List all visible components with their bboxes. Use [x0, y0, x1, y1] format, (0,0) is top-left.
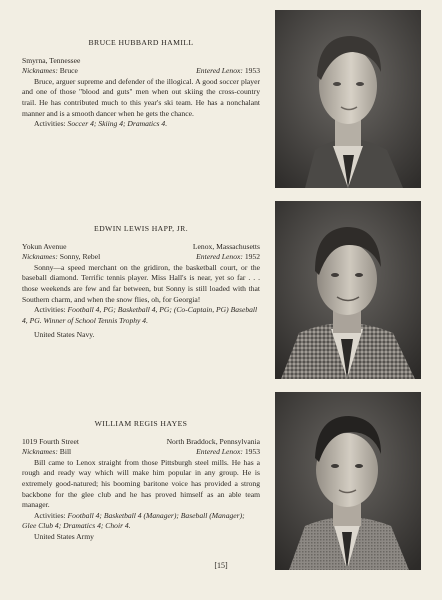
- hometown: Lenox, Massachusetts: [192, 241, 260, 251]
- activities-label: Activities:: [34, 305, 66, 315]
- activities-label: Activities:: [34, 510, 66, 520]
- activities-list: Football 4; Basketball 4 (Manager); Baseball (Manager); Glee Club 4; Dramatics 4; Choir 4.: [22, 510, 245, 531]
- nickname-row: [22, 66, 260, 77]
- nicknames: Bill: [59, 447, 72, 457]
- activities: [22, 511, 260, 532]
- portrait-image: [275, 10, 421, 188]
- student-name: BRUCE HUBBARD HAMILL: [88, 38, 194, 47]
- student-entry: [22, 419, 260, 543]
- nicknames: Sonny, Rebel: [59, 252, 101, 262]
- address: Smyrna, Tennessee: [22, 55, 81, 65]
- student-name: WILLIAM REGIS HAYES: [94, 419, 188, 428]
- activities: [22, 305, 260, 326]
- nickname-row: [22, 252, 260, 263]
- portrait-image: [275, 201, 421, 379]
- activities-list: Soccer 4; Skiing 4; Dramatics 4.: [67, 119, 168, 129]
- nickname-row: [22, 447, 260, 458]
- address: 1019 Fourth Street: [22, 436, 79, 446]
- activities-label: Activities:: [34, 119, 66, 129]
- activities-list: Football 4, PG; Basketball 4, PG; (Co-Captain, PG) Baseball 4, PG. Winner of School Tennis Trophy 4.: [22, 305, 258, 325]
- nicknames-label: Nicknames:: [22, 252, 58, 262]
- entered-year: 1953: [244, 66, 260, 76]
- student-portrait-photo: [275, 10, 421, 188]
- nicknames: Bruce: [59, 66, 78, 76]
- student-entry: [22, 38, 260, 130]
- student-portrait-photo: [275, 201, 421, 379]
- entered-label: Entered Lenox:: [196, 447, 243, 457]
- nicknames-label: Nicknames:: [22, 447, 58, 457]
- address-row: [22, 437, 260, 448]
- student-portrait-photo: [275, 392, 421, 570]
- entered-year: 1953: [244, 447, 260, 457]
- portrait-image: [275, 392, 421, 570]
- nicknames-label: Nicknames:: [22, 66, 58, 76]
- address-row: [22, 242, 260, 253]
- hometown: North Braddock, Pennsylvania: [166, 436, 260, 446]
- entered-label: Entered Lenox:: [196, 66, 243, 76]
- student-entry: [22, 224, 260, 341]
- address: Yokun Avenue: [22, 241, 67, 251]
- entered-year: 1952: [244, 252, 260, 262]
- military-service: United States Army: [34, 531, 94, 541]
- entered-label: Entered Lenox:: [196, 252, 243, 262]
- military-service: United States Navy.: [34, 330, 95, 340]
- activities: [22, 119, 260, 130]
- address-row: [22, 56, 260, 67]
- biography: Bill came to Lenox straight from those Pittsburgh steel mills. He has a rough and ready way which will make him popular in any group. He is extremely good-natured; his booming baritone voice has provided a strong backbone for the glee club and he has proved himself as an able team manager.: [22, 457, 260, 510]
- biography: Bruce, arguer supreme and defender of the illogical. A good soccer player and one of those "blood and guts" men when out skiing the cross-country trail. He has contributed much to this year's ski team. He has a nonchalant manner and is a smooth dancer when he gets the chance.: [22, 76, 260, 118]
- page-number: [15]: [214, 561, 228, 570]
- student-name: EDWIN LEWIS HAPP, JR.: [93, 224, 189, 233]
- biography: Sonny—a speed merchant on the gridiron, the basketball court, or the baseball diamond. Terrific tennis player. Miss Hall's is near, yet so far . . . those weekends are few and far between, but Sonny is still loaded with that Southern charm, and when the snow flies, oh, for Georgia!: [22, 262, 260, 304]
